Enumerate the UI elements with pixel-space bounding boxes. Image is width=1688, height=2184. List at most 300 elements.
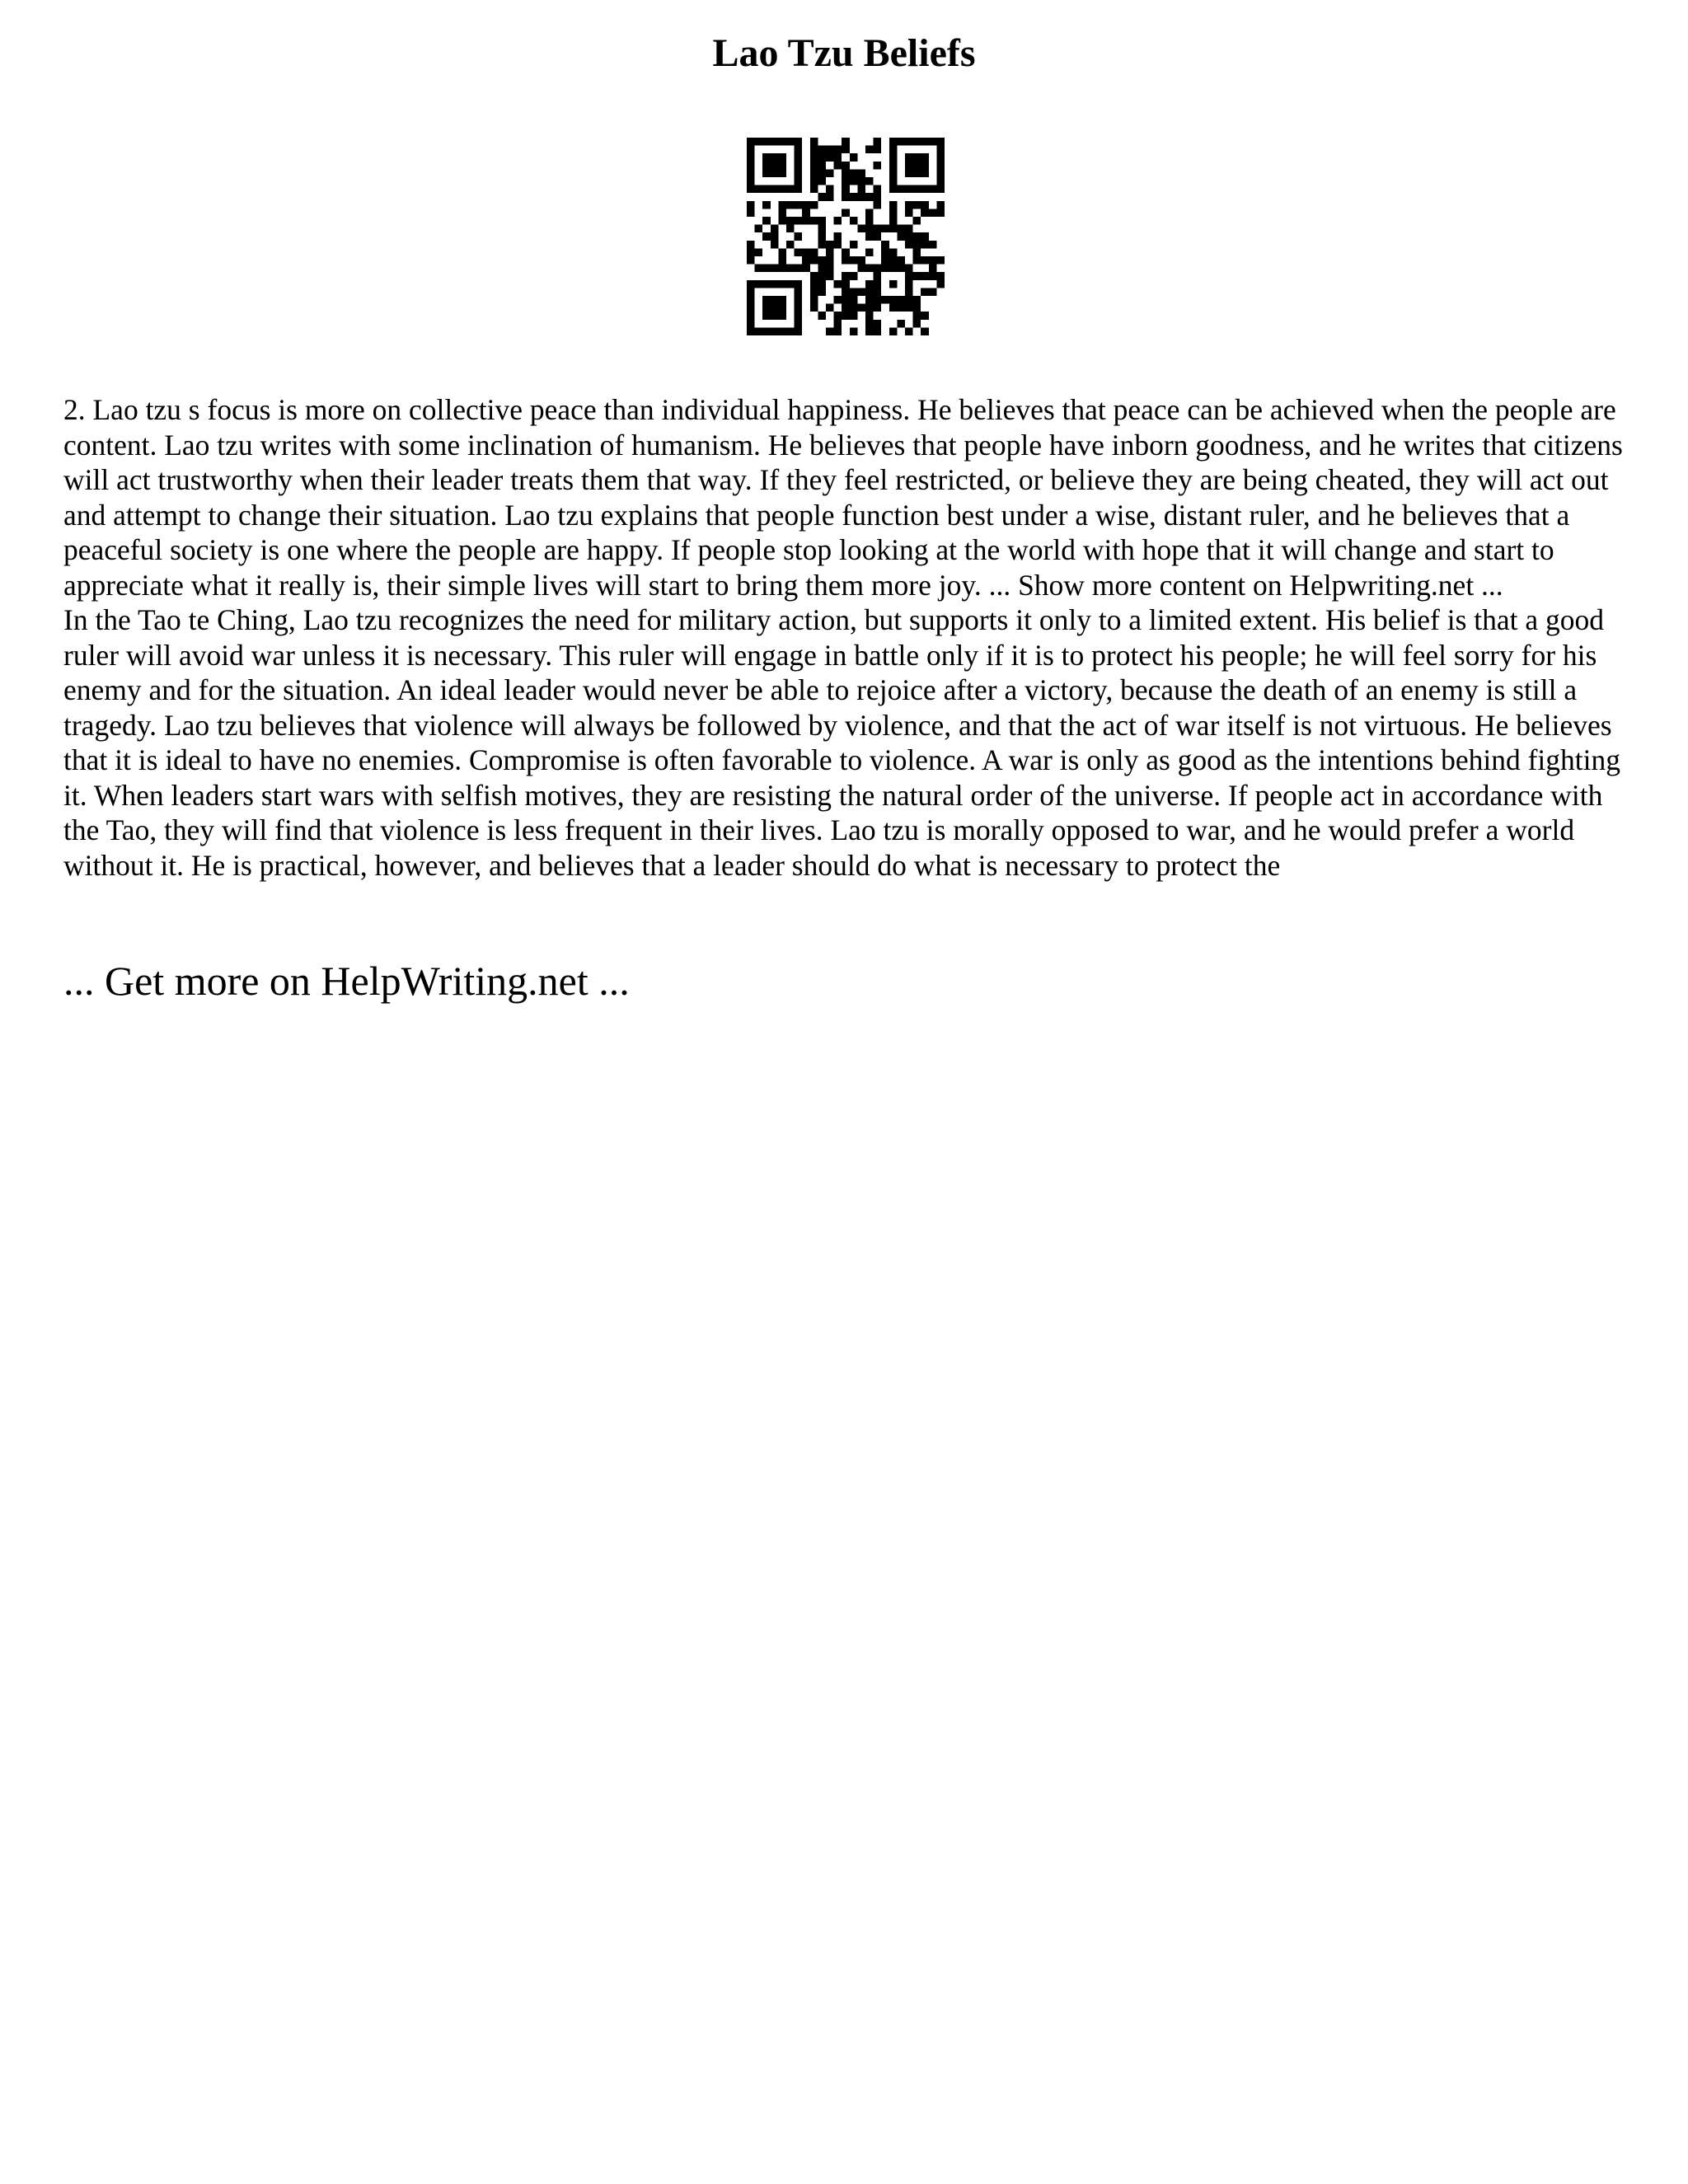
get-more-link[interactable]: ... Get more on HelpWriting.net ... [63, 958, 630, 1004]
qr-module [889, 296, 898, 304]
qr-module [897, 185, 905, 194]
qr-module [786, 280, 795, 288]
qr-module [747, 327, 755, 335]
qr-module [881, 225, 889, 233]
qr-module [795, 327, 803, 335]
paragraph-2: In the Tao te Ching, Lao tzu recognizes the need for military action, but supports it only to a limited extent. His belief is that a good ruler will avoid war unless it is necessary. This ruler will engage in battle only if it is to protect his people; he will feel sorry for his enemy and for the situation. An ideal leader would never be able to rejoice after a victory, because the death of an enemy is still a tragedy. Lao tzu believes that violence will always be followed by violence, and that the act of war itself is not virtuous. He believes that it is ideal to have no enemies. Compromise is often favorable to violence. A war is only as good as the intentions behind fighting it. When leaders start wars with selfish motives, they are resisting the natural order of the universe. If people act in accordance with the Tao, they will find that violence is less frequent in their lives. Lao tzu is morally opposed to war, and he would prefer a world without it. He is practical, however, and believes that a leader should do what is necessary to protect the [63, 603, 1621, 882]
qr-module [889, 169, 898, 177]
qr-module [810, 177, 818, 185]
qr-module [905, 232, 913, 241]
qr-module [842, 169, 850, 177]
qr-module [818, 256, 826, 265]
qr-module [795, 201, 803, 209]
qr-module [842, 162, 850, 170]
qr-module [865, 320, 874, 328]
qr-module [929, 241, 937, 249]
qr-module [802, 256, 810, 265]
qr-module [795, 296, 803, 304]
qr-module [889, 248, 898, 256]
qr-module [771, 241, 779, 249]
qr-module [818, 217, 826, 225]
qr-module [771, 265, 779, 273]
qr-module [802, 201, 810, 209]
qr-module [874, 232, 882, 241]
qr-module [850, 153, 858, 162]
qr-module [771, 304, 779, 312]
qr-module [921, 272, 929, 280]
qr-module [755, 280, 763, 288]
qr-module [936, 162, 945, 170]
qr-module [905, 280, 913, 288]
qr-module [865, 193, 874, 201]
qr-module [762, 169, 771, 177]
qr-module [857, 169, 865, 177]
article-body [63, 392, 1629, 883]
qr-module [921, 185, 929, 194]
qr-module [802, 248, 810, 256]
qr-module [929, 265, 937, 273]
qr-module [897, 256, 905, 265]
qr-code [747, 138, 945, 335]
qr-module [874, 185, 882, 194]
qr-module [778, 169, 786, 177]
qr-module [755, 265, 763, 273]
qr-module [834, 241, 842, 249]
qr-module [747, 312, 755, 320]
qr-module [795, 312, 803, 320]
qr-module [778, 265, 786, 273]
qr-module [850, 169, 858, 177]
qr-module [889, 209, 898, 217]
qr-module [874, 225, 882, 233]
qr-module [818, 169, 826, 177]
qr-module [786, 185, 795, 194]
qr-module [913, 201, 921, 209]
qr-module [889, 201, 898, 209]
qr-module [881, 248, 889, 256]
qr-module [936, 169, 945, 177]
qr-module [795, 280, 803, 288]
qr-module [810, 169, 818, 177]
qr-module [826, 241, 834, 249]
qr-module [818, 162, 826, 170]
qr-module [762, 265, 771, 273]
qr-module [810, 256, 818, 265]
qr-module [842, 288, 850, 296]
qr-module [905, 138, 913, 146]
qr-module [762, 327, 771, 335]
qr-module [874, 201, 882, 209]
qr-module [762, 232, 771, 241]
qr-module [865, 312, 874, 320]
qr-module [795, 288, 803, 296]
qr-module [810, 138, 818, 146]
qr-module [936, 256, 945, 265]
qr-module [850, 296, 858, 304]
qr-module [865, 177, 874, 185]
qr-module [802, 265, 810, 273]
qr-module [826, 153, 834, 162]
qr-module [762, 185, 771, 194]
qr-module [747, 320, 755, 328]
qr-module [842, 272, 850, 280]
qr-module [850, 193, 858, 201]
qr-module [755, 138, 763, 146]
qr-module [905, 162, 913, 170]
qr-module [818, 232, 826, 241]
qr-module [842, 209, 850, 217]
qr-module [778, 304, 786, 312]
qr-module [747, 153, 755, 162]
qr-module [842, 312, 850, 320]
qr-module [850, 304, 858, 312]
qr-module [905, 296, 913, 304]
qr-module [810, 185, 818, 194]
qr-module [795, 217, 803, 225]
qr-module [755, 248, 763, 256]
qr-module [936, 280, 945, 288]
qr-module [913, 217, 921, 225]
qr-module [747, 304, 755, 312]
qr-module [810, 146, 818, 154]
qr-module [771, 153, 779, 162]
qr-module [865, 304, 874, 312]
qr-module [747, 248, 755, 256]
qr-module [771, 327, 779, 335]
qr-module [921, 241, 929, 249]
qr-module [810, 288, 818, 296]
qr-module [747, 169, 755, 177]
qr-module [755, 225, 763, 233]
qr-module [905, 153, 913, 162]
qr-module [795, 232, 803, 241]
qr-module [889, 304, 898, 312]
qr-module [818, 241, 826, 249]
qr-module [747, 280, 755, 288]
qr-module [850, 217, 858, 225]
qr-module [897, 304, 905, 312]
qr-module [889, 153, 898, 162]
qr-module [747, 209, 755, 217]
qr-module [747, 138, 755, 146]
qr-module [818, 272, 826, 280]
qr-module [795, 320, 803, 328]
qr-module [762, 138, 771, 146]
qr-module [874, 296, 882, 304]
qr-module [929, 288, 937, 296]
qr-module [747, 256, 755, 265]
qr-module [857, 193, 865, 201]
qr-module [762, 312, 771, 320]
qr-module [818, 265, 826, 273]
qr-module [810, 272, 818, 280]
qr-module [936, 146, 945, 154]
qr-module [913, 296, 921, 304]
qr-module [857, 304, 865, 312]
qr-module [865, 327, 874, 335]
qr-module [826, 248, 834, 256]
qr-module [897, 232, 905, 241]
qr-module [747, 162, 755, 170]
qr-module [810, 280, 818, 288]
qr-module [857, 185, 865, 194]
qr-module [795, 265, 803, 273]
qr-module [747, 296, 755, 304]
qr-module [921, 153, 929, 162]
qr-module [771, 185, 779, 194]
qr-module [834, 280, 842, 288]
qr-module [913, 312, 921, 320]
qr-module [778, 296, 786, 304]
qr-module [921, 169, 929, 177]
qr-module [795, 162, 803, 170]
qr-module [842, 138, 850, 146]
qr-module [818, 193, 826, 201]
qr-module [834, 153, 842, 162]
qr-module [826, 327, 834, 335]
qr-module [921, 288, 929, 296]
qr-code-image [747, 138, 945, 335]
qr-module [929, 272, 937, 280]
qr-module [897, 296, 905, 304]
qr-module [913, 185, 921, 194]
qr-module [850, 312, 858, 320]
qr-module [905, 265, 913, 273]
qr-module [842, 193, 850, 201]
qr-module [795, 177, 803, 185]
qr-module [897, 320, 905, 328]
qr-module [762, 153, 771, 162]
qr-module [874, 320, 882, 328]
qr-module [778, 256, 786, 265]
qr-module [826, 185, 834, 194]
qr-module [865, 232, 874, 241]
qr-module [850, 272, 858, 280]
qr-module [834, 296, 842, 304]
qr-module [778, 162, 786, 170]
qr-module [818, 280, 826, 288]
qr-module [889, 177, 898, 185]
qr-module [936, 209, 945, 217]
qr-module [747, 185, 755, 194]
qr-module [786, 201, 795, 209]
qr-module [865, 280, 874, 288]
document-title: Lao Tzu Beliefs [712, 31, 976, 75]
qr-module [913, 232, 921, 241]
qr-module [897, 225, 905, 233]
qr-module [905, 241, 913, 249]
qr-module [865, 296, 874, 304]
qr-module [874, 272, 882, 280]
qr-module [834, 162, 842, 170]
qr-module [778, 217, 786, 225]
qr-module [889, 185, 898, 194]
qr-module [834, 320, 842, 328]
qr-module [897, 265, 905, 273]
qr-module [913, 153, 921, 162]
qr-module [762, 280, 771, 288]
qr-module [921, 232, 929, 241]
qr-module [857, 265, 865, 273]
qr-module [810, 248, 818, 256]
qr-module [936, 201, 945, 209]
qr-module [762, 304, 771, 312]
qr-module [818, 177, 826, 185]
qr-module [905, 169, 913, 177]
qr-module [889, 138, 898, 146]
qr-module [818, 288, 826, 296]
qr-module [913, 248, 921, 256]
qr-module [913, 162, 921, 170]
qr-module [865, 265, 874, 273]
qr-module [810, 201, 818, 209]
qr-module [747, 146, 755, 154]
qr-module [778, 153, 786, 162]
qr-module [905, 201, 913, 209]
qr-module [889, 265, 898, 273]
qr-module [874, 288, 882, 296]
qr-module [818, 146, 826, 154]
qr-module [786, 217, 795, 225]
qr-module [818, 153, 826, 162]
qr-module [850, 241, 858, 249]
qr-module [778, 138, 786, 146]
qr-module [747, 201, 755, 209]
qr-module [850, 327, 858, 335]
qr-module [786, 327, 795, 335]
qr-module [810, 304, 818, 312]
qr-module [913, 241, 921, 249]
qr-module [874, 265, 882, 273]
qr-module [921, 312, 929, 320]
qr-module [857, 177, 865, 185]
qr-module [826, 304, 834, 312]
qr-module [905, 225, 913, 233]
qr-module [889, 146, 898, 154]
qr-module [795, 169, 803, 177]
qr-module [857, 256, 865, 265]
qr-module [826, 193, 834, 201]
qr-module [921, 256, 929, 265]
qr-module [786, 138, 795, 146]
qr-module [874, 162, 882, 170]
qr-module [921, 162, 929, 170]
qr-module [786, 265, 795, 273]
qr-module [778, 312, 786, 320]
qr-module [921, 209, 929, 217]
qr-module [771, 138, 779, 146]
qr-module [826, 265, 834, 273]
qr-module [747, 177, 755, 185]
qr-module [810, 217, 818, 225]
paragraph-1: 2. Lao tzu s focus is more on collective peace than individual happiness. He believes that peace can be achieved when the people are content. Lao tzu writes with some inclination of humanism. He believes that people have inborn goodness, and he writes that citizens will act trustworthy when their leader treats them that way. If they feel restricted, or believe they are being cheated, they will act out and attempt to change their situation. Lao tzu explains that people function best under a wise, distant ruler, and he believes that a peaceful society is one where the people are happy. If people stop looking at the world with hope that it will change and start to appreciate what it really is, their simple lives will start to bring them more joy. ... Show more content on Helpwriting.net ... [63, 393, 1623, 602]
qr-module [865, 225, 874, 233]
qr-module [810, 162, 818, 170]
qr-module [874, 138, 882, 146]
qr-module [865, 146, 874, 154]
qr-module [834, 312, 842, 320]
qr-module [881, 256, 889, 265]
qr-module [905, 209, 913, 217]
qr-module [747, 288, 755, 296]
qr-module [850, 177, 858, 185]
qr-module [874, 280, 882, 288]
qr-module [762, 201, 771, 209]
qr-module [889, 217, 898, 225]
qr-module [929, 138, 937, 146]
qr-module [897, 138, 905, 146]
qr-module [889, 225, 898, 233]
qr-module [834, 217, 842, 225]
qr-module [929, 256, 937, 265]
qr-module [826, 272, 834, 280]
qr-module [913, 138, 921, 146]
qr-module [802, 209, 810, 217]
qr-module [874, 193, 882, 201]
qr-module [795, 146, 803, 154]
qr-module [881, 296, 889, 304]
qr-module [778, 248, 786, 256]
qr-module [913, 256, 921, 265]
qr-module [905, 185, 913, 194]
qr-module [905, 304, 913, 312]
qr-module [795, 304, 803, 312]
qr-module [936, 138, 945, 146]
qr-module [865, 209, 874, 217]
qr-module [913, 169, 921, 177]
qr-module [842, 280, 850, 288]
qr-module [881, 241, 889, 249]
qr-module [778, 209, 786, 217]
qr-module [786, 241, 795, 249]
qr-module [865, 248, 874, 256]
qr-module [936, 272, 945, 280]
qr-module [842, 146, 850, 154]
qr-module [842, 248, 850, 256]
qr-module [913, 304, 921, 312]
qr-module [762, 217, 771, 225]
qr-module [762, 296, 771, 304]
qr-module [842, 177, 850, 185]
qr-module [826, 146, 834, 154]
qr-module [889, 280, 898, 288]
qr-module [771, 296, 779, 304]
qr-module [905, 288, 913, 296]
qr-module [874, 146, 882, 154]
qr-module [771, 280, 779, 288]
qr-module [771, 162, 779, 170]
qr-module [929, 185, 937, 194]
qr-module [818, 312, 826, 320]
qr-module [889, 256, 898, 265]
qr-module [842, 296, 850, 304]
qr-module [865, 217, 874, 225]
qr-module [834, 327, 842, 335]
qr-module [826, 169, 834, 177]
qr-module [771, 232, 779, 241]
qr-module [795, 138, 803, 146]
qr-module [795, 185, 803, 194]
qr-module [786, 225, 795, 233]
qr-module [929, 209, 937, 217]
qr-module [771, 225, 779, 233]
qr-module [795, 248, 803, 256]
qr-module [842, 185, 850, 194]
qr-module [936, 185, 945, 194]
qr-module [802, 217, 810, 225]
qr-module [810, 296, 818, 304]
qr-module [889, 162, 898, 170]
